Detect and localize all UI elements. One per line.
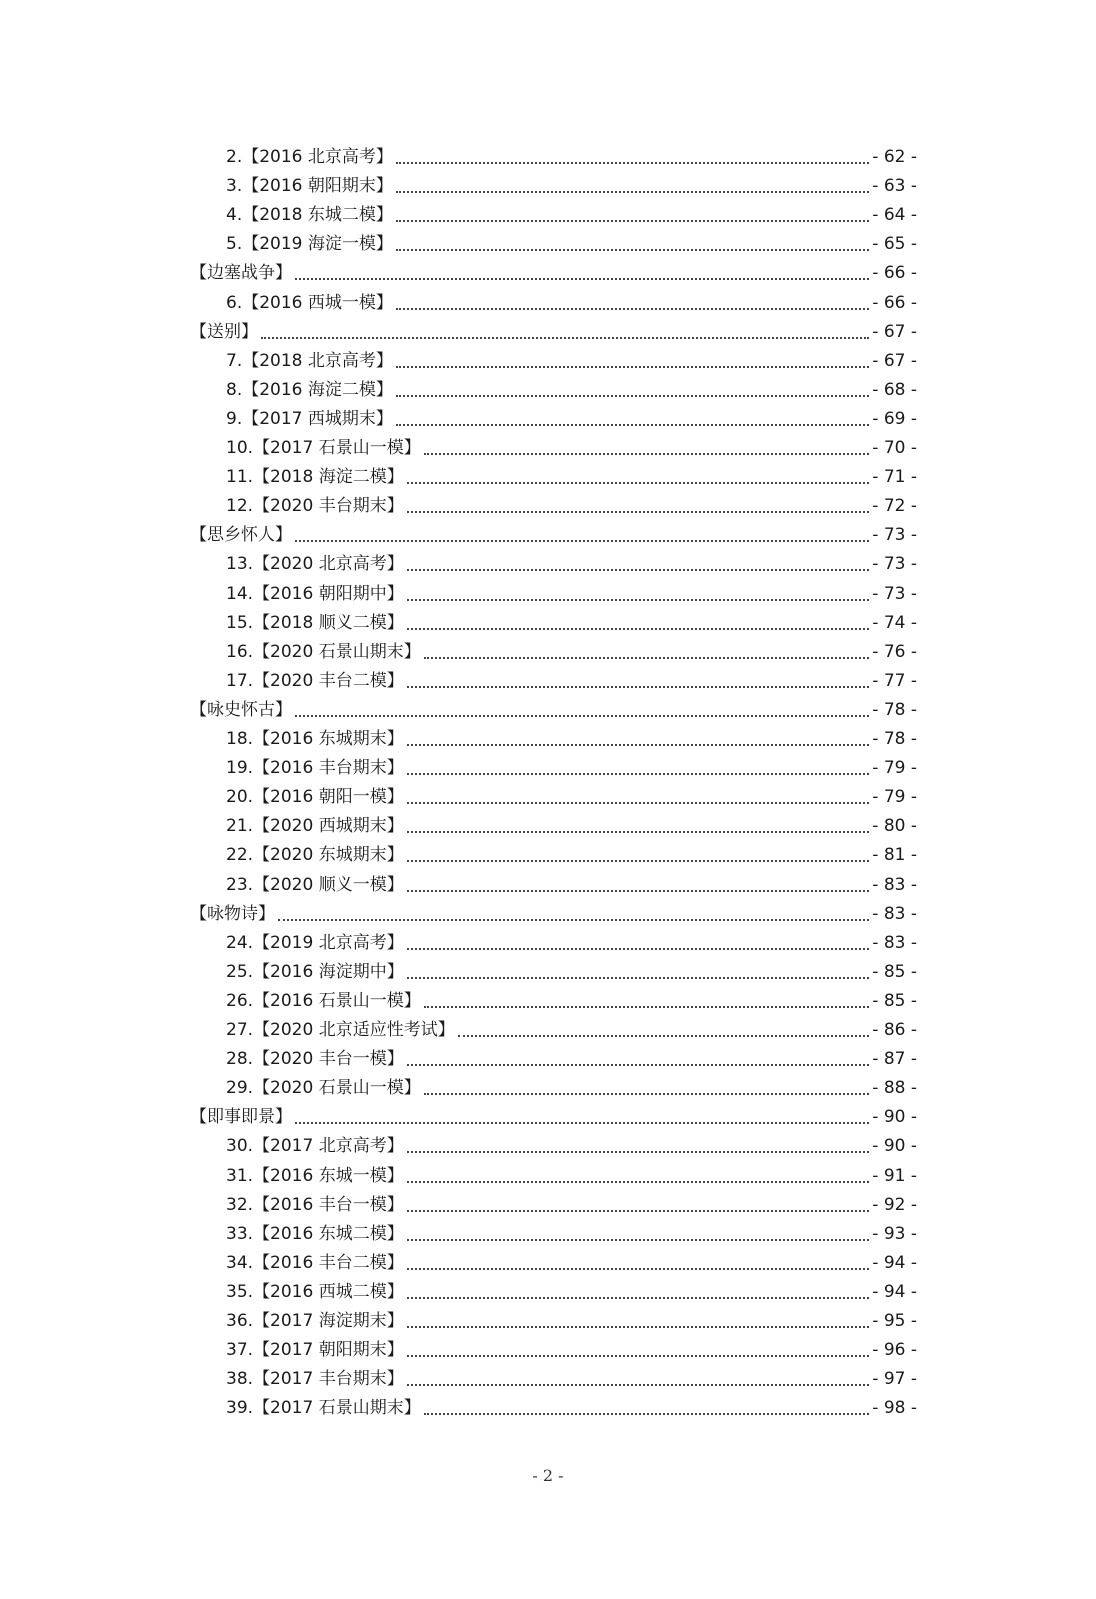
toc-dot-leader (407, 609, 870, 638)
toc-entry-number: 11. (226, 467, 254, 488)
toc-item-entry[interactable] (226, 841, 917, 870)
toc-entry-page-number: - 96 - (872, 1340, 917, 1361)
toc-dot-leader (407, 812, 870, 841)
toc-dot-leader (407, 1307, 870, 1336)
toc-dot-leader (261, 318, 869, 347)
toc-section-entry[interactable] (190, 259, 917, 288)
toc-dot-leader (407, 754, 870, 783)
toc-entry-number: 39. (226, 1398, 254, 1419)
toc-entry-page-number: - 62 - (872, 147, 917, 167)
toc-entry-label: 【2020 北京高考】 (253, 554, 404, 575)
toc-entry-label: 【2018 东城二模】 (242, 205, 393, 226)
toc-entry-number: 22. (226, 845, 254, 866)
toc-entry-label: 【2017 石景山期末】 (253, 1398, 421, 1419)
toc-entry-page-number: - 85 - (872, 961, 917, 982)
toc-entry-label: 【2016 北京高考】 (242, 147, 393, 167)
toc-item-entry[interactable] (226, 783, 917, 812)
toc-dot-leader (407, 1249, 870, 1278)
toc-entry-page-number: - 78 - (872, 729, 917, 749)
toc-item-entry[interactable] (226, 201, 917, 230)
toc-dot-leader (396, 376, 869, 405)
toc-dot-leader (424, 638, 870, 667)
toc-dot-leader (407, 1132, 870, 1161)
toc-entry-page-number: - 85 - (872, 990, 917, 1011)
toc-entry-label: 【2016 东城二模】 (253, 1223, 404, 1244)
toc-item-entry[interactable] (226, 725, 917, 754)
toc-item-entry[interactable] (226, 1191, 917, 1220)
toc-dot-leader (396, 172, 869, 201)
toc-entry-number: 4. (226, 205, 243, 226)
toc-entry-number: 28. (226, 1049, 254, 1070)
toc-entry-number: 38. (226, 1369, 254, 1390)
toc-item-entry[interactable] (226, 812, 917, 841)
toc-dot-leader (424, 1074, 870, 1103)
toc-entry-number: 17. (226, 670, 254, 691)
toc-dot-leader (407, 1191, 870, 1220)
toc-section-entry[interactable] (190, 318, 917, 347)
toc-entry-number: 26. (226, 990, 254, 1011)
toc-entry-label: 【即事即景】 (190, 1107, 292, 1128)
toc-entry-page-number: - 69 - (872, 408, 917, 429)
toc-item-entry[interactable] (226, 1365, 917, 1394)
toc-dot-leader (396, 143, 869, 172)
toc-entry-label: 【2020 东城期末】 (253, 845, 404, 866)
toc-entry-number: 12. (226, 496, 254, 517)
toc-entry-number: 36. (226, 1311, 254, 1331)
toc-item-entry[interactable] (226, 1016, 917, 1045)
toc-item-entry[interactable] (226, 1074, 917, 1103)
toc-dot-leader (424, 434, 870, 463)
toc-dot-leader (424, 1394, 870, 1423)
toc-item-entry[interactable] (226, 1336, 917, 1365)
toc-entry-number: 16. (226, 641, 254, 662)
toc-entry-label: 【送别】 (190, 321, 258, 342)
toc-item-entry[interactable] (226, 1132, 917, 1161)
toc-item-entry[interactable] (226, 1249, 917, 1278)
toc-entry-label: 【2020 丰台二模】 (253, 670, 404, 691)
page-number-footer: - 2 - (532, 1466, 564, 1485)
toc-entry-label: 【2016 东城期末】 (253, 729, 404, 749)
toc-dot-leader (295, 259, 869, 288)
toc-entry-label: 【2018 北京高考】 (242, 350, 393, 371)
toc-item-entry[interactable] (226, 492, 917, 521)
toc-dot-leader (407, 1220, 870, 1249)
toc-entry-page-number: - 65 - (872, 234, 917, 255)
toc-item-entry[interactable] (226, 667, 917, 696)
toc-entry-page-number: - 92 - (872, 1194, 917, 1215)
toc-item-entry[interactable] (226, 958, 917, 987)
toc-entry-label: 【2020 北京适应性考试】 (253, 1020, 455, 1040)
toc-entry-label: 【2016 海淀期中】 (253, 961, 404, 982)
toc-entry-label: 【2020 西城期末】 (253, 816, 404, 837)
toc-dot-leader (407, 492, 870, 521)
toc-dot-leader (407, 725, 870, 754)
toc-item-entry[interactable] (226, 405, 917, 434)
toc-entry-page-number: - 83 - (872, 874, 917, 895)
toc-entry-label: 【2016 西城一模】 (242, 292, 393, 313)
toc-entry-number: 25. (226, 961, 254, 982)
toc-item-entry[interactable] (226, 1394, 917, 1423)
toc-entry-page-number: - 83 - (872, 932, 917, 953)
toc-entry-page-number: - 79 - (872, 758, 917, 779)
toc-entry-label: 【2020 石景山一模】 (253, 1078, 421, 1099)
toc-entry-label: 【2017 丰台期末】 (253, 1369, 404, 1390)
toc-dot-leader (407, 1336, 870, 1365)
toc-dot-leader (295, 1103, 869, 1132)
toc-entry-number: 34. (226, 1252, 254, 1273)
toc-entry-number: 29. (226, 1078, 254, 1099)
toc-entry-number: 19. (226, 758, 254, 779)
toc-entry-page-number: - 90 - (872, 1136, 917, 1157)
toc-entry-number: 9. (226, 408, 243, 429)
toc-dot-leader (396, 201, 869, 230)
toc-entry-label: 【2016 东城一模】 (253, 1165, 404, 1186)
toc-dot-leader (407, 1045, 870, 1074)
toc-dot-leader (424, 987, 870, 1016)
toc-entry-page-number: - 81 - (872, 845, 917, 866)
toc-dot-leader (396, 230, 869, 259)
toc-entry-page-number: - 94 - (872, 1281, 917, 1302)
toc-entry-page-number: - 71 - (872, 467, 917, 488)
toc-entry-number: 30. (226, 1136, 254, 1157)
toc-entry-page-number: - 91 - (872, 1165, 917, 1186)
toc-entry-label: 【2019 海淀一模】 (242, 234, 393, 255)
toc-dot-leader (407, 871, 870, 900)
toc-entry-label: 【2018 顺义二模】 (253, 612, 404, 633)
toc-entry-number: 15. (226, 612, 254, 633)
toc-entry-label: 【2019 北京高考】 (253, 932, 404, 953)
toc-entry-number: 6. (226, 292, 243, 313)
toc-section-entry[interactable] (190, 900, 917, 929)
toc-entry-page-number: - 83 - (872, 903, 917, 924)
toc-dot-leader (458, 1016, 870, 1045)
toc-item-entry[interactable] (226, 638, 917, 667)
toc-item-entry[interactable] (226, 871, 917, 900)
toc-section-entry[interactable] (190, 696, 917, 725)
toc-entry-number: 31. (226, 1165, 254, 1186)
toc-entry-page-number: - 93 - (872, 1223, 917, 1244)
toc-item-entry[interactable] (226, 172, 917, 201)
toc-entry-page-number: - 97 - (872, 1369, 917, 1390)
toc-entry-page-number: - 64 - (872, 205, 917, 226)
toc-entry-label: 【2017 北京高考】 (253, 1136, 404, 1157)
toc-entry-number: 5. (226, 234, 243, 255)
toc-entry-number: 21. (226, 816, 254, 837)
toc-entry-label: 【咏物诗】 (190, 903, 275, 924)
toc-entry-page-number: - 86 - (872, 1020, 917, 1040)
toc-entry-page-number: - 72 - (872, 496, 917, 517)
toc-entry-label: 【2017 朝阳期末】 (253, 1340, 404, 1361)
toc-entry-label: 【2016 朝阳一模】 (253, 787, 404, 808)
toc-entry-page-number: - 98 - (872, 1398, 917, 1419)
toc-entry-page-number: - 94 - (872, 1252, 917, 1273)
toc-entry-label: 【2016 西城二模】 (253, 1281, 404, 1302)
toc-entry-page-number: - 77 - (872, 670, 917, 691)
toc-entry-number: 13. (226, 554, 254, 575)
toc-item-entry[interactable] (226, 347, 917, 376)
toc-entry-page-number: - 88 - (872, 1078, 917, 1099)
toc-entry-page-number: - 66 - (872, 263, 917, 284)
toc-entry-label: 【思乡怀人】 (190, 525, 292, 546)
toc-dot-leader (407, 783, 870, 812)
toc-entry-number: 2. (226, 147, 243, 167)
toc-entry-page-number: - 74 - (872, 612, 917, 633)
toc-entry-label: 【2016 海淀二模】 (242, 379, 393, 400)
toc-dot-leader (295, 521, 869, 550)
toc-entry-label: 【2016 丰台二模】 (253, 1252, 404, 1273)
toc-entry-label: 【2016 石景山一模】 (253, 990, 421, 1011)
toc-entry-number: 7. (226, 350, 243, 371)
toc-entry-page-number: - 76 - (872, 641, 917, 662)
toc-item-entry[interactable] (226, 463, 917, 492)
toc-entry-page-number: - 87 - (872, 1049, 917, 1070)
toc-item-entry[interactable] (226, 1278, 917, 1307)
toc-item-entry[interactable] (226, 987, 917, 1016)
toc-entry-page-number: - 80 - (872, 816, 917, 837)
toc-entry-number: 33. (226, 1223, 254, 1244)
toc-dot-leader (396, 405, 869, 434)
toc-item-entry[interactable] (226, 580, 917, 609)
toc-entry-page-number: - 68 - (872, 379, 917, 400)
toc-entry-number: 24. (226, 932, 254, 953)
toc-entry-label: 【2017 西城期末】 (242, 408, 393, 429)
toc-entry-number: 37. (226, 1340, 254, 1361)
toc-entry-number: 23. (226, 874, 254, 895)
toc-entry-page-number: - 73 - (872, 525, 917, 546)
toc-item-entry[interactable] (226, 754, 917, 783)
toc-entry-label: 【边塞战争】 (190, 263, 292, 284)
toc-entry-page-number: - 66 - (872, 292, 917, 313)
toc-dot-leader (407, 550, 870, 579)
toc-dot-leader (407, 841, 870, 870)
toc-dot-leader (407, 667, 870, 696)
toc-entry-label: 【2017 海淀期末】 (253, 1311, 404, 1331)
toc-item-entry[interactable] (226, 143, 917, 172)
toc-entry-label: 【2016 丰台一模】 (253, 1194, 404, 1215)
toc-dot-leader (407, 463, 870, 492)
toc-entry-label: 【2016 朝阳期末】 (242, 176, 393, 197)
toc-entry-number: 32. (226, 1194, 254, 1215)
toc-entry-page-number: - 95 - (872, 1311, 917, 1331)
toc-entry-number: 3. (226, 176, 243, 197)
toc-entry-number: 18. (226, 729, 254, 749)
toc-dot-leader (396, 289, 869, 318)
toc-item-entry[interactable] (226, 230, 917, 259)
toc-dot-leader (407, 1162, 870, 1191)
toc-entry-page-number: - 73 - (872, 554, 917, 575)
toc-entry-number: 14. (226, 583, 254, 604)
toc-entry-number: 27. (226, 1020, 254, 1040)
toc-item-entry[interactable] (226, 1045, 917, 1074)
toc-entry-number: 8. (226, 379, 243, 400)
toc-item-entry[interactable] (226, 1220, 917, 1249)
toc-item-entry[interactable] (226, 1162, 917, 1191)
toc-entry-page-number: - 78 - (872, 699, 917, 720)
toc-entry-label: 【咏史怀古】 (190, 699, 292, 720)
toc-dot-leader (295, 696, 869, 725)
toc-entry-label: 【2016 丰台期末】 (253, 758, 404, 779)
toc-entry-page-number: - 79 - (872, 787, 917, 808)
toc-entry-page-number: - 70 - (872, 438, 917, 458)
toc-dot-leader (407, 958, 870, 987)
toc-dot-leader (407, 580, 870, 609)
toc-entry-number: 10. (226, 438, 254, 458)
toc-entry-page-number: - 90 - (872, 1107, 917, 1128)
toc-section-entry[interactable] (190, 521, 917, 550)
toc-entry-label: 【2020 顺义一模】 (253, 874, 404, 895)
toc-item-entry[interactable] (226, 376, 917, 405)
toc-dot-leader (407, 1278, 870, 1307)
toc-entry-label: 【2017 石景山一模】 (253, 438, 421, 458)
toc-entry-page-number: - 63 - (872, 176, 917, 197)
toc-entry-label: 【2018 海淀二模】 (253, 467, 404, 488)
toc-dot-leader (278, 900, 869, 929)
toc-item-entry[interactable] (226, 1307, 917, 1336)
toc-item-entry[interactable] (226, 289, 917, 318)
toc-dot-leader (407, 929, 870, 958)
toc-item-entry[interactable] (226, 929, 917, 958)
toc-dot-leader (396, 347, 869, 376)
toc-entry-page-number: - 67 - (872, 350, 917, 371)
toc-dot-leader (407, 1365, 870, 1394)
toc-entry-page-number: - 73 - (872, 583, 917, 604)
toc-item-entry[interactable] (226, 434, 917, 463)
toc-entry-number: 20. (226, 787, 254, 808)
toc-entry-number: 35. (226, 1281, 254, 1302)
toc-entry-page-number: - 67 - (872, 321, 917, 342)
toc-section-entry[interactable] (190, 1103, 917, 1132)
toc-entry-label: 【2020 石景山期末】 (253, 641, 421, 662)
toc-item-entry[interactable] (226, 550, 917, 579)
toc-entry-label: 【2016 朝阳期中】 (253, 583, 404, 604)
toc-item-entry[interactable] (226, 609, 917, 638)
toc-entry-label: 【2020 丰台一模】 (253, 1049, 404, 1070)
toc-entry-label: 【2020 丰台期末】 (253, 496, 404, 517)
